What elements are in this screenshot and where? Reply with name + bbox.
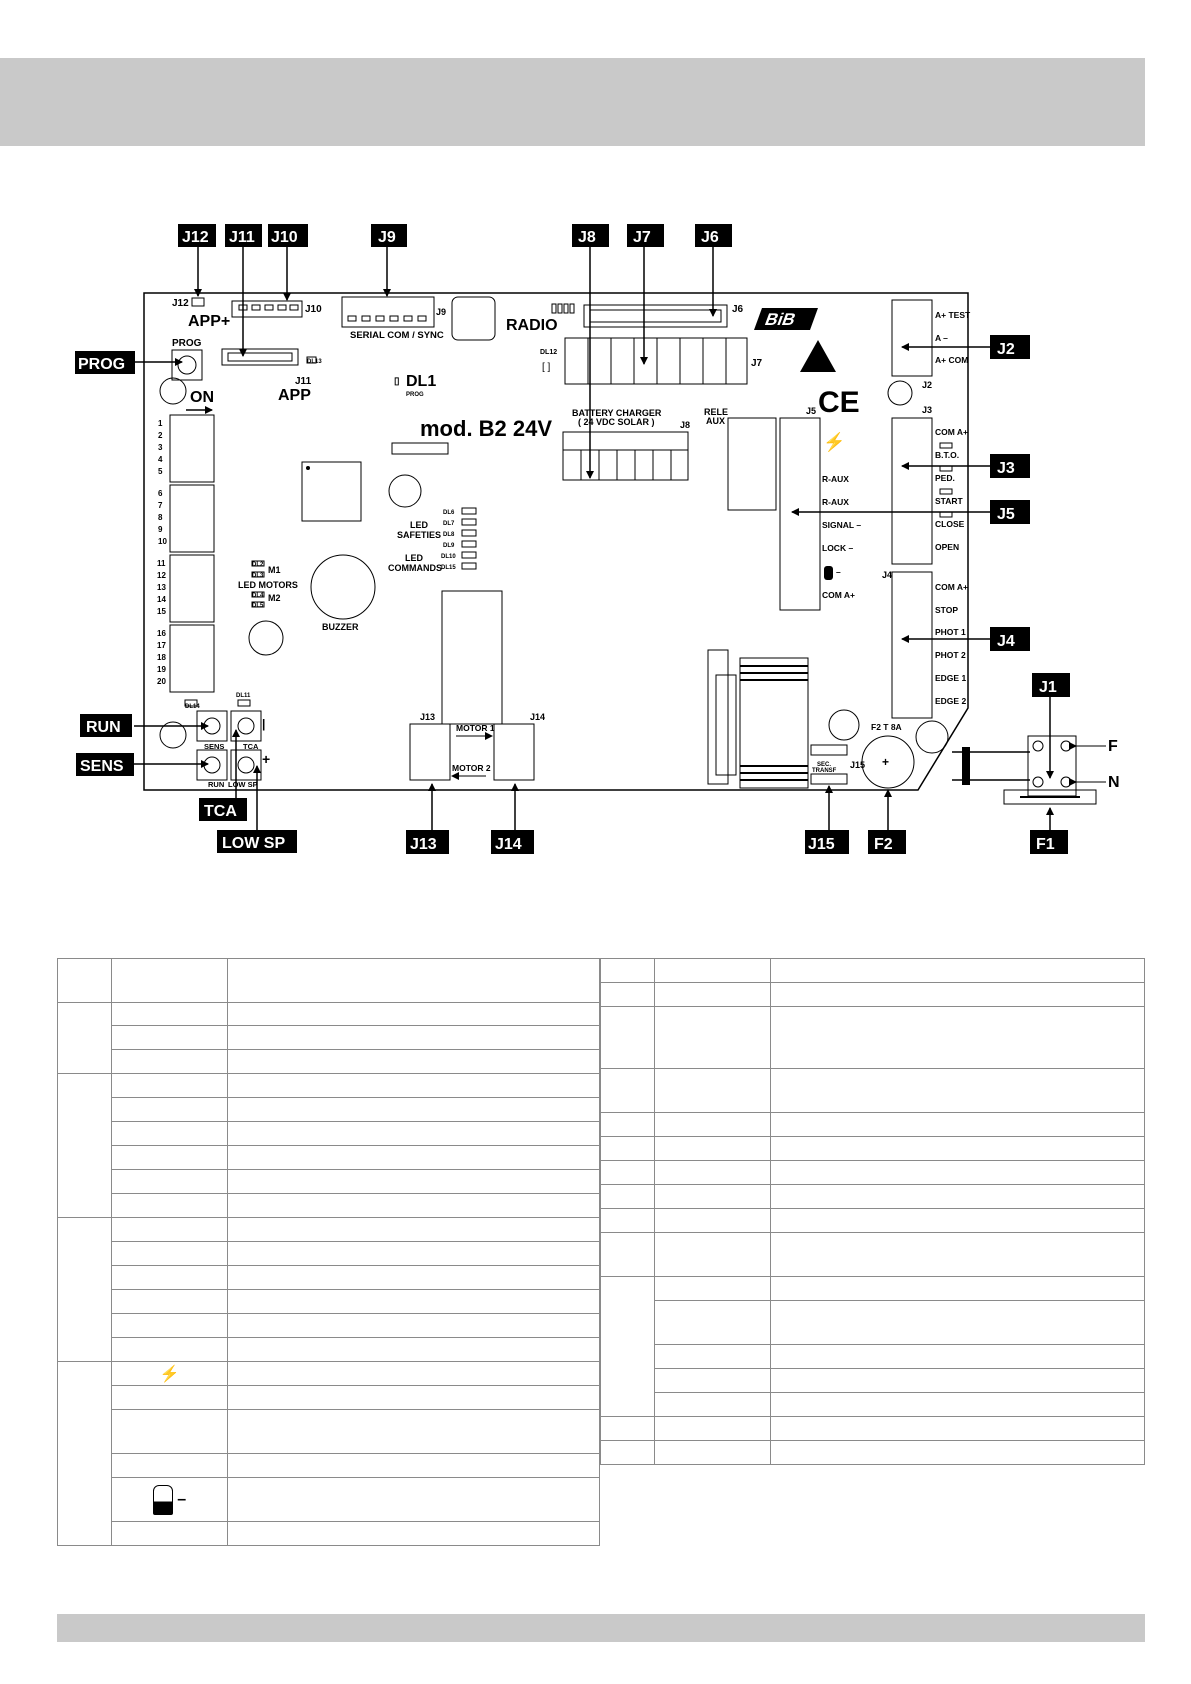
table-cell: [601, 1185, 655, 1209]
svg-text:J13: J13: [410, 836, 437, 853]
table-cell: [228, 1290, 600, 1314]
svg-text:DL15: DL15: [441, 565, 456, 571]
terminal-block-6-10: [170, 485, 214, 552]
table-cell: –: [112, 1478, 228, 1522]
j7-label: J7: [751, 358, 763, 369]
j2-connector: [892, 300, 932, 376]
table-cell: [601, 1233, 655, 1277]
table-cell: [601, 1113, 655, 1137]
table-cell: [601, 1209, 655, 1233]
transformer: [740, 658, 808, 788]
svg-text:[ ]: [ ]: [542, 362, 551, 373]
spec-table-right: [600, 958, 1145, 1465]
svg-text:+: +: [882, 755, 890, 769]
svg-text:7: 7: [158, 501, 163, 510]
callout-j10: [268, 224, 308, 247]
callout-j3: [990, 454, 1030, 478]
svg-text:J12: J12: [182, 229, 209, 246]
sens-trimmer: [197, 750, 227, 780]
table-cell: [601, 1441, 655, 1465]
table-cell: [112, 1338, 228, 1362]
svg-text:J15: J15: [808, 836, 835, 853]
j3-label: J3: [922, 405, 933, 415]
svg-text:11: 11: [157, 559, 166, 568]
table-cell: [112, 1314, 228, 1338]
svg-text:13: 13: [157, 583, 166, 592]
buzzer-label: BUZZER: [322, 622, 359, 632]
svg-text:DL9: DL9: [443, 543, 455, 549]
svg-text:+: +: [262, 751, 271, 767]
svg-text:DL2: DL2: [252, 562, 264, 568]
table-cell: [58, 959, 112, 1003]
table-cell: [228, 1026, 600, 1050]
j4-terminal-4: PHOT 2: [935, 650, 966, 660]
table-cell: [655, 1209, 771, 1233]
table-cell: [112, 1026, 228, 1050]
table-cell: [228, 1478, 600, 1522]
svg-text:20: 20: [157, 677, 166, 686]
spec-table-left: [57, 958, 600, 1546]
terminal-block-16-20: [170, 625, 214, 692]
motor1-label: MOTOR 1: [456, 723, 495, 733]
led-safeties-label-2: SAFETIES: [397, 530, 442, 540]
svg-text:TCA: TCA: [204, 803, 237, 820]
app-plus-label: APP+: [188, 313, 231, 330]
table-cell: [112, 1290, 228, 1314]
j5-terminal-6: COM A+: [822, 590, 855, 600]
j4-terminal-1: COM A+: [935, 582, 968, 592]
svg-text:5: 5: [158, 467, 163, 476]
svg-text:▯: ▯: [394, 376, 400, 387]
j6-connector: [584, 305, 727, 327]
j4-terminal-3: PHOT 1: [935, 627, 966, 637]
tca-board-label: TCA: [243, 742, 259, 751]
table-cell: [228, 1003, 600, 1026]
led-commands-label-1: LED: [405, 553, 423, 563]
callout-j13: [406, 830, 449, 854]
table-cell: [228, 1122, 600, 1146]
ce-mark: CE: [818, 386, 860, 419]
j3-terminal-4: START: [935, 496, 963, 506]
table-cell: [112, 1146, 228, 1170]
svg-text:J1: J1: [1039, 679, 1057, 696]
callout-j4: [990, 627, 1030, 651]
table-cell: [228, 1314, 600, 1338]
table-cell: [601, 1069, 655, 1113]
svg-text:14: 14: [157, 595, 166, 604]
table-cell: [771, 1069, 1145, 1113]
svg-text:15: 15: [157, 607, 166, 616]
j15-connector: [811, 745, 847, 755]
svg-text:J7: J7: [633, 229, 651, 246]
callout-sens: [76, 753, 134, 776]
brand-logo: [754, 308, 818, 330]
board-outline: [144, 293, 968, 790]
j6-label: J6: [732, 304, 744, 315]
table-cell: [112, 1122, 228, 1146]
j1-connector: [1028, 736, 1076, 796]
j3-connector: [892, 418, 932, 564]
j3-terminal-5: CLOSE: [935, 519, 965, 529]
table-cell: [112, 1266, 228, 1290]
svg-text:PROG: PROG: [78, 356, 126, 373]
table-cell: [112, 1050, 228, 1074]
led-safeties-label-1: LED: [410, 520, 428, 530]
dl12-label: DL12: [540, 349, 558, 356]
table-cell: [601, 983, 655, 1007]
table-cell: [112, 1218, 228, 1242]
table-cell: [58, 1003, 112, 1074]
table-cell: [771, 1161, 1145, 1185]
aux-relay: [728, 418, 776, 510]
table-cell: [601, 1137, 655, 1161]
j2-label: J2: [922, 380, 933, 390]
j12-label: J12: [172, 298, 189, 309]
table-cell: [112, 1522, 228, 1546]
dl13-label: DL13: [307, 359, 322, 365]
j13-connector: [410, 724, 450, 780]
dl1-prog-label: PROG: [406, 392, 424, 398]
microcontroller-chip: [302, 462, 361, 521]
callout-f2: [868, 830, 906, 854]
svg-text:J6: J6: [701, 229, 719, 246]
terminal-block-1-5: [170, 415, 214, 482]
callout-tca: [199, 798, 247, 821]
table-cell: [655, 1161, 771, 1185]
j9-connector: [342, 297, 434, 327]
svg-text:J3: J3: [997, 460, 1015, 477]
j14-connector: [494, 724, 534, 780]
svg-text:17: 17: [157, 641, 166, 650]
table-cell: [771, 1369, 1145, 1393]
callout-prog: [75, 351, 135, 374]
svg-text:6: 6: [158, 489, 163, 498]
table-cell: [771, 1137, 1145, 1161]
svg-text:F2: F2: [874, 836, 893, 853]
svg-text:8: 8: [158, 513, 163, 522]
svg-text:|: |: [262, 717, 266, 731]
j13-label: J13: [420, 712, 436, 722]
dl11-label: DL11: [236, 693, 251, 699]
footer-band: [57, 1614, 1145, 1642]
table-cell: [228, 959, 600, 1003]
svg-text:9: 9: [158, 525, 163, 534]
terminal-block-11-15: [170, 555, 214, 622]
table-cell: [112, 959, 228, 1003]
table-cell: [58, 1074, 112, 1218]
buzzer: [311, 555, 375, 619]
svg-text:J9: J9: [378, 229, 396, 246]
callout-j15: [805, 830, 849, 854]
table-cell: [112, 1098, 228, 1122]
table-cell: [112, 1074, 228, 1098]
dl1-label: DL1: [406, 373, 437, 390]
sec-transf-label-2: TRANSF: [812, 768, 837, 774]
j7-connector: [565, 338, 747, 384]
j5-terminal-4: LOCK –: [822, 543, 854, 553]
j11-connector: [222, 349, 298, 365]
table-cell: [771, 1233, 1145, 1277]
svg-text:J14: J14: [495, 836, 522, 853]
table-cell: [771, 1393, 1145, 1417]
j4-terminal-6: EDGE 2: [935, 696, 967, 706]
mains-n-label: N: [1108, 774, 1120, 791]
table-cell: [228, 1386, 600, 1410]
table-cell: [228, 1454, 600, 1478]
table-cell: [228, 1194, 600, 1218]
table-cell: [771, 1185, 1145, 1209]
table-cell: [228, 1098, 600, 1122]
svg-text:10: 10: [158, 537, 167, 546]
table-cell: [228, 1242, 600, 1266]
j2-terminal-2: A –: [935, 333, 948, 343]
j10-label: J10: [305, 304, 322, 315]
sec-transf-label-1: SEC.: [817, 762, 832, 768]
model-label: mod. B2 24V: [420, 416, 553, 441]
table-cell: [771, 1209, 1145, 1233]
j14-label: J14: [530, 712, 546, 722]
svg-text:18: 18: [157, 653, 166, 662]
callout-j7: [627, 224, 664, 247]
table-cell: [771, 983, 1145, 1007]
j5-flash-icon: ⚡: [823, 432, 846, 452]
svg-text:BiB: BiB: [762, 309, 799, 329]
j5-connector: [780, 418, 820, 610]
svg-text:16: 16: [157, 629, 166, 638]
table-cell: [771, 1441, 1145, 1465]
table-cell: [655, 1417, 771, 1441]
callout-j2: [990, 335, 1030, 359]
table-cell: [112, 1194, 228, 1218]
svg-text:SENS: SENS: [80, 758, 124, 775]
table-cell: [655, 1069, 771, 1113]
svg-text:DL8: DL8: [443, 532, 455, 538]
svg-text:3: 3: [158, 443, 163, 452]
led-commands-label-2: COMMANDS: [388, 563, 442, 573]
table-cell: [655, 959, 771, 983]
rele-label: RELE: [704, 407, 729, 417]
table-cell: [655, 1137, 771, 1161]
table-cell: [601, 959, 655, 983]
serial-com-label: SERIAL COM / SYNC: [350, 330, 444, 341]
table-cell: [112, 1242, 228, 1266]
table-cell: [771, 1345, 1145, 1369]
mount-hole: [160, 378, 186, 404]
svg-text:F1: F1: [1036, 836, 1055, 853]
j5-terminal-5: –: [836, 567, 841, 577]
svg-text:DL10: DL10: [441, 554, 456, 560]
table-cell: [228, 1218, 600, 1242]
table-cell: [655, 1301, 771, 1345]
table-cell: [228, 1410, 600, 1454]
table-cell: [655, 1113, 771, 1137]
table-cell: [228, 1146, 600, 1170]
j4-connector: [892, 572, 932, 718]
table-cell: [655, 1277, 771, 1301]
svg-text:12: 12: [157, 571, 166, 580]
j5-terminal-3: SIGNAL –: [822, 520, 862, 530]
svg-text:DL4: DL4: [252, 593, 264, 599]
callout-j5: [990, 500, 1030, 524]
radio-module: [452, 297, 495, 340]
svg-text:DL6: DL6: [443, 510, 455, 516]
j11-label: J11: [295, 376, 312, 387]
table-cell: [228, 1074, 600, 1098]
svg-text:DL7: DL7: [443, 521, 455, 527]
table-cell: [771, 1113, 1145, 1137]
app-label: APP: [278, 387, 311, 404]
table-cell: [601, 1417, 655, 1441]
rele-aux-label: AUX: [706, 416, 726, 426]
table-cell: [601, 1007, 655, 1069]
svg-text:LOW SP: LOW SP: [222, 835, 286, 852]
battery-charger-label-2: ( 24 VDC SOLAR ): [578, 417, 655, 427]
callout-f1: [1030, 830, 1068, 854]
table-cell: [655, 1345, 771, 1369]
table-cell: [228, 1266, 600, 1290]
lamp-icon: [153, 1485, 173, 1515]
low-sp-board-label: LOW SP: [228, 780, 258, 789]
svg-text:J8: J8: [578, 229, 596, 246]
table-cell: [228, 1522, 600, 1546]
svg-text:DL5: DL5: [252, 603, 264, 609]
svg-text:J4: J4: [997, 633, 1015, 650]
table-cell: [771, 1277, 1145, 1301]
table-cell: [112, 1410, 228, 1454]
j5-terminal-2: R-AUX: [822, 497, 849, 507]
j2-terminal-1: A+ TEST: [935, 310, 971, 320]
callout-j12: [178, 224, 216, 247]
callout-j14: [491, 830, 534, 854]
table-cell: [601, 1277, 655, 1417]
table-cell: [771, 1417, 1145, 1441]
transformer-bracket: [708, 650, 728, 784]
motor2-label: MOTOR 2: [452, 763, 491, 773]
svg-text:2: 2: [158, 431, 163, 440]
svg-text:DL3: DL3: [252, 573, 264, 579]
led-motors-label: LED MOTORS: [238, 580, 298, 590]
j15-label: J15: [850, 760, 866, 770]
esd-warning-icon: [800, 340, 836, 372]
radio-label: RADIO: [506, 317, 558, 334]
j4-terminal-5: EDGE 1: [935, 673, 967, 683]
svg-text:J2: J2: [997, 341, 1015, 358]
callout-run: [80, 714, 132, 737]
f2-fuse-label: F2 T 8A: [871, 722, 902, 732]
table-cell: [655, 1185, 771, 1209]
svg-text:1: 1: [158, 419, 163, 428]
j3-terminal-6: OPEN: [935, 542, 960, 552]
svg-text:J5: J5: [997, 506, 1015, 523]
mains-f-label: F: [1108, 738, 1118, 755]
table-cell: [112, 1003, 228, 1026]
run-board-label: RUN: [208, 780, 225, 789]
table-cell: [58, 1218, 112, 1362]
j2-terminal-3: A+ COM: [935, 355, 969, 365]
table-cell: [655, 1007, 771, 1069]
table-cell: [655, 1393, 771, 1417]
callout-j1: [1032, 673, 1070, 697]
svg-text:J11: J11: [229, 229, 255, 246]
j4-label: J4: [882, 570, 893, 580]
callout-low-sp: [217, 830, 297, 853]
callout-j9: [371, 224, 407, 247]
j8-connector: [563, 432, 688, 480]
table-cell: [601, 1161, 655, 1185]
svg-text:4: 4: [158, 455, 163, 464]
on-label: ON: [190, 389, 214, 406]
table-cell: [228, 1362, 600, 1386]
table-cell: [228, 1170, 600, 1194]
dl14-label: DL14: [185, 704, 200, 710]
j5-lamp-icon: [824, 566, 833, 580]
table-cell: [655, 1233, 771, 1277]
table-cell: [58, 1362, 112, 1546]
j3-terminal-1: COM A+: [935, 427, 968, 437]
j4-terminal-2: STOP: [935, 605, 958, 615]
m1-label: M1: [268, 565, 281, 575]
prog-board-label: PROG: [172, 338, 202, 349]
table-cell: [112, 1386, 228, 1410]
table-cell: [112, 1454, 228, 1478]
table-cell: [771, 1007, 1145, 1069]
table-cell: [655, 1369, 771, 1393]
table-cell: [655, 1441, 771, 1465]
j8-label: J8: [680, 420, 691, 430]
svg-text:RUN: RUN: [86, 719, 121, 736]
callout-j6: [695, 224, 732, 247]
j12-connector: [192, 298, 204, 306]
svg-text:J10: J10: [271, 229, 298, 246]
table-cell: [771, 959, 1145, 983]
j3-terminal-2: B.T.O.: [935, 450, 960, 460]
svg-text:19: 19: [157, 665, 166, 674]
j5-terminal-1: R-AUX: [822, 474, 849, 484]
callout-j8: [572, 224, 609, 247]
j3-terminal-3: PED.: [935, 473, 955, 483]
motor-relay: [442, 591, 502, 724]
m2-label: M2: [268, 593, 281, 603]
table-cell: [655, 983, 771, 1007]
callout-j11: [225, 224, 262, 247]
flash-icon: ⚡: [159, 1365, 180, 1383]
table-cell: [771, 1301, 1145, 1345]
table-cell: [112, 1170, 228, 1194]
prog-button: [172, 350, 202, 380]
sens-board-label: SENS: [204, 742, 225, 751]
j5-label: J5: [806, 406, 817, 416]
battery-charger-label-1: BATTERY CHARGER: [572, 408, 662, 418]
table-cell: [228, 1050, 600, 1074]
table-cell: [112, 1362, 228, 1386]
j9-label: J9: [436, 307, 447, 317]
table-cell: [228, 1338, 600, 1362]
